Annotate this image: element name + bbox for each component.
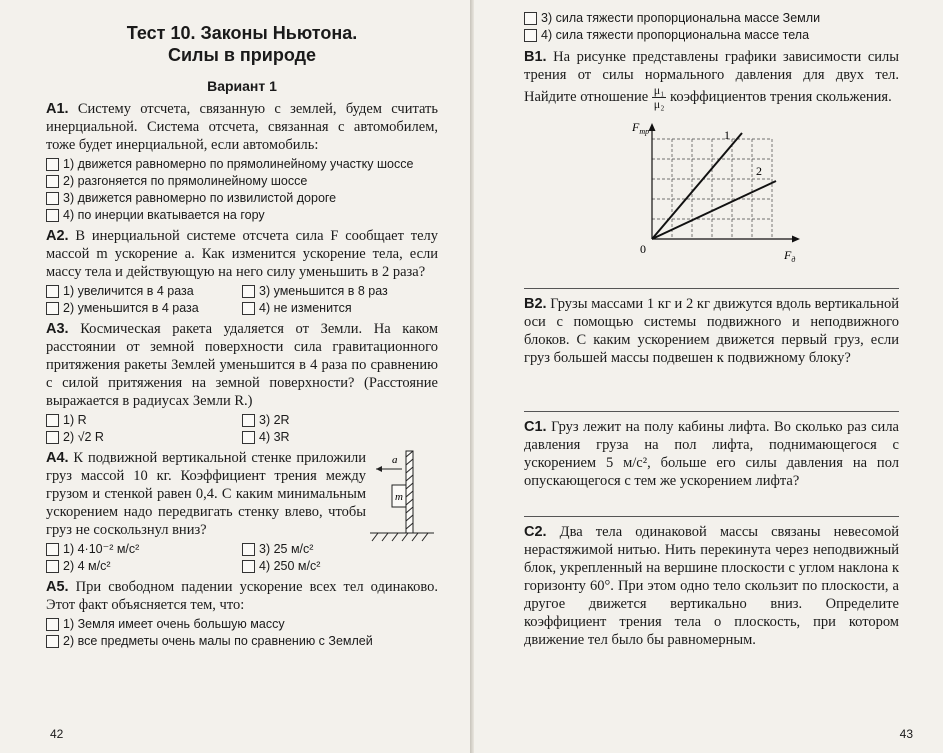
answer-option[interactable]: 4) сила тяжести пропорциональна массе тела — [524, 27, 899, 44]
checkbox[interactable] — [242, 285, 255, 298]
checkbox[interactable] — [242, 543, 255, 556]
question-a5-continued — [524, 10, 899, 44]
answer-option[interactable]: 3) уменьшится в 8 раз — [242, 283, 438, 300]
variant-heading: Вариант 1 — [207, 78, 277, 94]
checkbox[interactable] — [242, 431, 255, 444]
answer-option[interactable]: 3) сила тяжести пропорциональна массе Земли — [524, 10, 899, 27]
answer-option[interactable]: 4) не изменится — [242, 300, 438, 317]
question-text: На рисунке представлены графики зависимости силы трения от силы нормального давления для двух тел. Найдите отношение — [524, 49, 899, 105]
question-text: В инерциальной системе отсчета сила F сообщает телу массой m ускорение a. Как изменится ускорение тела, если массу тела и действующую на него силу уменьшить в 2 раза? — [46, 228, 438, 280]
page-number: 43 — [899, 727, 913, 741]
checkbox[interactable] — [242, 302, 255, 315]
question-text: Систему отсчета, связанную с землей, будем считать инерциальной. Система отсчета, связанная с автомобилем, тоже будет инерциальной, если автомобиль: — [46, 101, 438, 153]
checkbox[interactable] — [46, 618, 59, 631]
checkbox[interactable] — [46, 175, 59, 188]
answer-option[interactable]: 3) движется равномерно по извилистой дороге — [46, 190, 438, 207]
question-text: При свободном падении ускорение всех тел одинаково. Этот факт объясняется тем, что: — [46, 579, 438, 613]
question-a4 — [46, 449, 438, 575]
question-number: В2. — [524, 296, 547, 312]
wall-block-figure — [366, 449, 438, 549]
line-1 — [652, 133, 742, 239]
checkbox[interactable] — [242, 414, 255, 427]
answer-option[interactable]: 4) 250 м/с² — [242, 558, 438, 575]
answer-option[interactable]: 1) Земля имеет очень большую массу — [46, 616, 438, 633]
question-number: С1. — [524, 419, 547, 435]
label-m: m — [395, 491, 403, 503]
checkbox[interactable] — [46, 431, 59, 444]
x-axis-label: $F_д$ — [784, 248, 796, 264]
checkbox[interactable] — [46, 560, 59, 573]
page-number: 42 — [50, 727, 64, 741]
question-number: А2. — [46, 228, 69, 244]
checkbox[interactable] — [524, 12, 537, 25]
question-number: А4. — [46, 450, 69, 466]
question-a2 — [46, 227, 438, 317]
y-axis-label: $F_{тр}$ — [632, 120, 650, 136]
answer-option[interactable]: 3) 25 м/с² — [242, 541, 438, 558]
answer-option[interactable]: 2) 4 м/с² — [46, 558, 242, 575]
checkbox[interactable] — [46, 414, 59, 427]
checkbox[interactable] — [46, 302, 59, 315]
answer-option[interactable]: 2) √2 R — [46, 429, 242, 446]
answer-option[interactable]: 1) R — [46, 412, 242, 429]
origin-label: 0 — [640, 242, 646, 256]
answer-option[interactable]: 2) уменьшится в 4 раза — [46, 300, 242, 317]
question-a3 — [46, 320, 438, 446]
question-number: А3. — [46, 321, 69, 337]
checkbox[interactable] — [46, 635, 59, 648]
mu-ratio: $\frac{\text{μ₁}}{\text{μ₂}}$ — [653, 83, 665, 111]
line-1-label: 1 — [724, 128, 730, 142]
checkbox[interactable] — [242, 560, 255, 573]
question-c1 — [524, 418, 899, 490]
answer-option[interactable]: 1) 4·10⁻² м/с² — [46, 541, 242, 558]
question-number: А1. — [46, 101, 69, 117]
answer-option[interactable]: 4) 3R — [242, 429, 438, 446]
question-number: А5. — [46, 579, 69, 595]
checkbox[interactable] — [46, 209, 59, 222]
question-number: В1. — [524, 49, 547, 65]
question-number: С2. — [524, 524, 547, 540]
answer-option[interactable]: 3) 2R — [242, 412, 438, 429]
question-b2 — [524, 295, 899, 367]
question-b1: В1. На рисунке представлены графики зависимости силы трения от силы нормального давления для двух тел. Найдите отношение $\frac{\text{μ₁}}{\text{μ₂}}$ коэффициентов трения скольжения. 1 2 0 $F_{тр}$ $F_д$ — [524, 48, 899, 272]
answer-option[interactable]: 2) разгоняется по прямолинейному шоссе — [46, 173, 438, 190]
answer-option[interactable]: 1) движется равномерно по прямолинейному участку шоссе — [46, 156, 438, 173]
line-2-label: 2 — [756, 164, 762, 178]
checkbox[interactable] — [46, 158, 59, 171]
line-2 — [652, 181, 776, 239]
checkbox[interactable] — [46, 285, 59, 298]
question-text: Два тела одинаковой массы связаны невесомой нерастяжимой нитью. Нить перекинута через неподвижный блок, укрепленный на вершине плоскости с углом наклона к горизонту 60°. При этом одно тело скользит по плоскости, а другое движется вертикально вниз. Определите коэффициент трения тела о плоскость, при котором движение тел было бы равномерным. — [524, 524, 899, 648]
answer-option[interactable]: 1) увеличится в 4 раза — [46, 283, 242, 300]
page-right — [474, 0, 943, 753]
answer-option[interactable]: 4) по инерции вкатывается на гору — [46, 207, 438, 224]
question-text: К подвижной вертикальной стенке приложили груз массой 10 кг. Коэффициент трения между грузом и стенкой равен 0,4. С каким минимальным ускорением надо передвигать стенку влево, чтобы груз не соскользнул вниз? — [46, 450, 366, 538]
answer-option[interactable]: 2) все предметы очень малы по сравнению с Землей — [46, 633, 438, 650]
question-text: Груз лежит на полу кабины лифта. Во сколько раз сила давления груза на пол лифта, поднимающегося с ускорением 5 м/с², больше его силы давления на пол опускающегося с тем же ускорением лифта? — [524, 419, 899, 489]
label-a: a — [392, 454, 398, 466]
test-title: Тест 10. Законы Ньютона. Силы в природе — [126, 23, 358, 65]
checkbox[interactable] — [46, 192, 59, 205]
checkbox[interactable] — [46, 543, 59, 556]
friction-force-graph — [614, 119, 814, 267]
question-c2 — [524, 523, 899, 649]
question-text: Космическая ракета удаляется от Земли. На каком расстоянии от земной поверхности сила гравитационного притяжения ракеты Землей уменьшится в 4 раза по сравнению с силой притяжения на земной поверхности? (Расстояние выражается в радиусах Земли R.) — [46, 321, 438, 409]
question-text: Грузы массами 1 кг и 2 кг движутся вдоль вертикальной оси с помощью системы подвижного и неподвижного блоков. С каким ускорением движется первый груз, если груз большей массы подвешен к подвижному блоку? — [524, 296, 899, 366]
checkbox[interactable] — [524, 29, 537, 42]
question-a5 — [46, 578, 438, 650]
question-a1 — [46, 100, 438, 224]
